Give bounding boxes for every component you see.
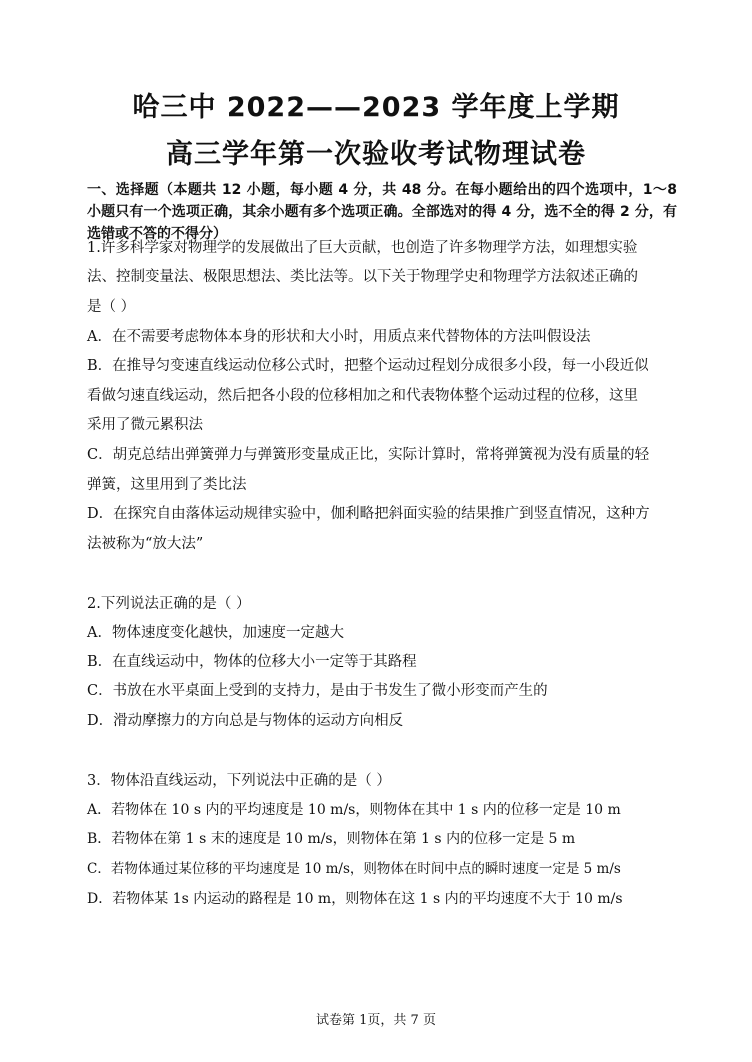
q2-option-b: B．在直线运动中，物体的位移大小一定等于其路程: [87, 654, 417, 670]
q1-option-d-line2: 法被称为“放大法”: [87, 536, 204, 552]
q3-option-d: D．若物体某 1s 内运动的路程是 10 m，则物体在这 1 s 内的平均速度不大于 10 m/s: [87, 891, 623, 907]
exam-title-line2: 高三学年第一次验收考试物理试卷: [166, 139, 586, 170]
section-instructions: 一、选择题（本题共 12 小题，每小题 4 分，共 48 分。在每小题给出的四个选项中，1～8 小题只有一个选项正确，其余小题有多个选项正确。全部选对的得 4 分，选不全的得 2 分，有选错或不答的不得分）: [87, 182, 677, 242]
q1-option-c-line2: 弹簧，这里用到了类比法: [87, 477, 247, 493]
q1-option-b-line2: 看做匀速直线运动，然后把各小段的位移相加之和代表物体整个运动过程的位移，这里: [87, 388, 638, 404]
q1-option-d-line1: D．在探究自由落体运动规律实验中，伽利略把斜面实验的结果推广到竖直情况，这种方: [87, 506, 650, 522]
exam-title-line1: 哈三中 2022——2023 学年度上学期: [132, 92, 620, 123]
page-footer: 试卷第 1页，共 7 页: [316, 1013, 436, 1028]
q2-option-a: A．物体速度变化越快，加速度一定越大: [87, 625, 344, 641]
q1-option-b-line3: 采用了微元累积法: [87, 417, 203, 433]
q1-option-c-line1: C．胡克总结出弹簧弹力与弹簧形变量成正比，实际计算时，常将弹簧视为没有质量的轻: [87, 447, 650, 463]
q3-option-b: B．若物体在第 1 s 末的速度是 10 m/s，则物体在第 1 s 内的位移一定是 5 m: [87, 831, 576, 847]
q1-stem-line2: 法、控制变量法、极限思想法、类比法等。以下关于物理学史和物理学方法叙述正确的: [87, 269, 638, 285]
q2-option-c: C．书放在水平桌面上受到的支持力，是由于书发生了微小形变而产生的: [87, 683, 548, 699]
q2-stem: 2.下列说法正确的是（ ）: [87, 596, 251, 612]
q3-stem: 3．物体沿直线运动，下列说法中正确的是（ ）: [87, 773, 391, 789]
q1-option-b-line1: B．在推导匀变速直线运动位移公式时，把整个运动过程划分成很多小段，每一小段近似: [87, 358, 649, 374]
q1-stem-line1: 1.许多科学家对物理学的发展做出了巨大贡献，也创造了许多物理学方法，如理想实验: [87, 240, 638, 256]
q1-option-a: A．在不需要考虑物体本身的形状和大小时，用质点来代替物体的方法叫假设法: [87, 329, 591, 345]
q2-option-d: D．滑动摩擦力的方向总是与物体的运动方向相反: [87, 713, 404, 729]
q3-option-c: C．若物体通过某位移的平均速度是 10 m/s，则物体在时间中点的瞬时速度一定是 5 m/s: [87, 861, 621, 877]
q1-stem-line3: 是（ ）: [87, 299, 136, 315]
q3-option-a: A．若物体在 10 s 内的平均速度是 10 m/s，则物体在其中 1 s 内的位移一定是 10 m: [87, 802, 621, 818]
